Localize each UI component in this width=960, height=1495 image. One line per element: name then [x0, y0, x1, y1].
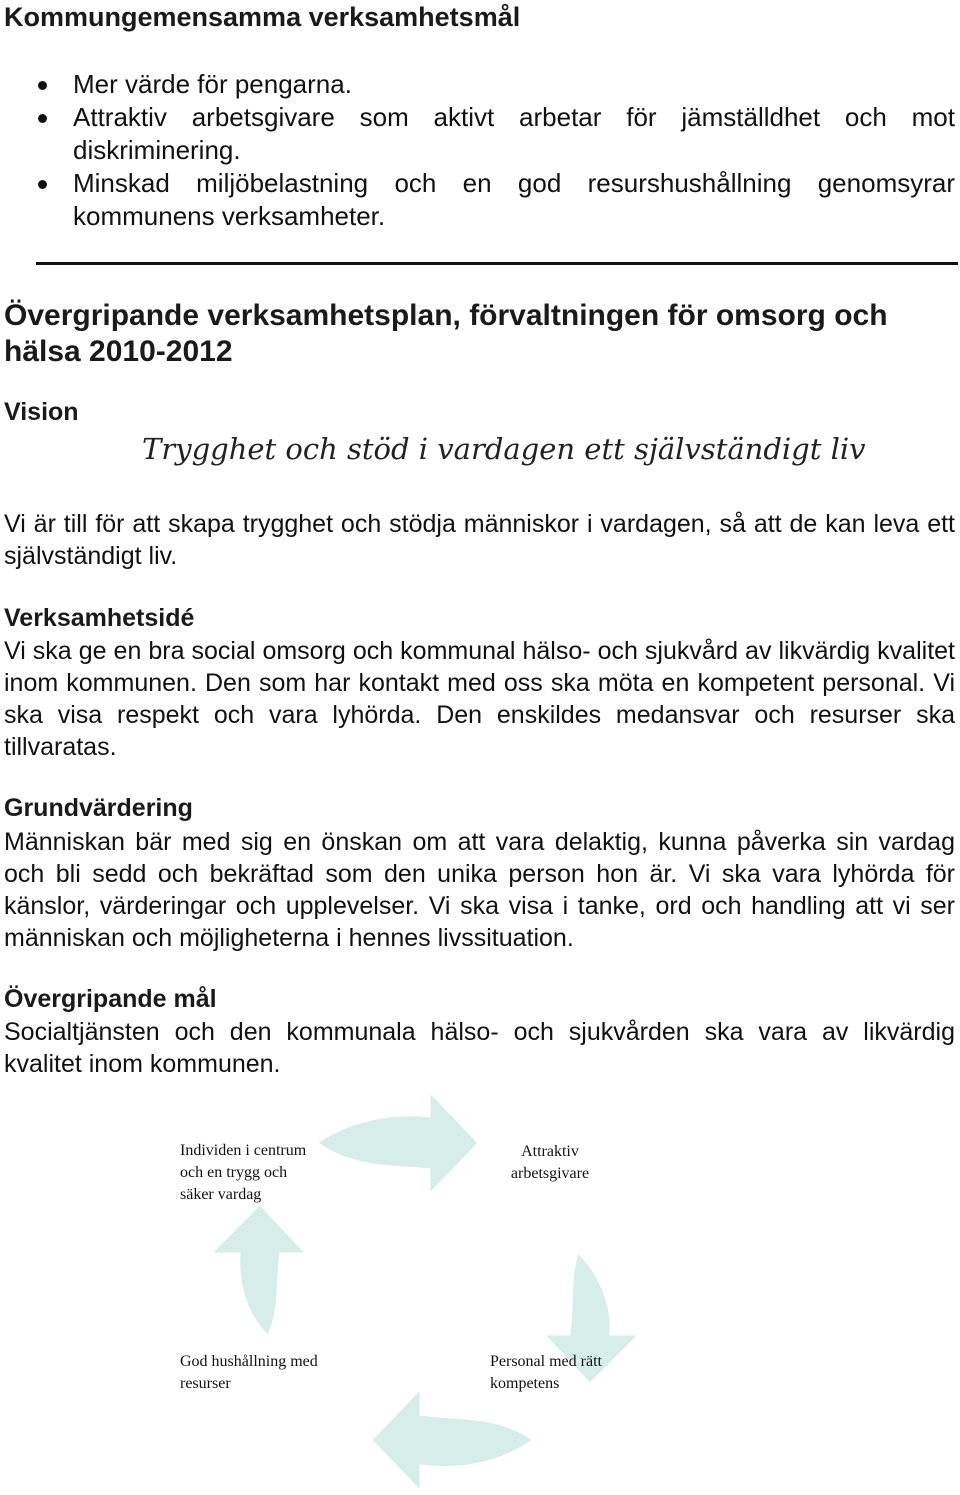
section2-title: Övergripande verksamhetsplan, förvaltningen för omsorg och hälsa 2010-2012 [4, 299, 888, 368]
bullet-text: Mer värde för pengarna. [73, 69, 352, 99]
vision-heading: Vision [4, 398, 79, 426]
idea-text: Vi ska ge en bra social omsorg och kommunal hälso- och sjukvård av likvärdig kvalitet inom kommunen. Den som har kontakt med oss ska möta en kompetent personal. Vi ska visa respekt och vara lyhörda. Den enskildes medansvar och resurser ska tillvaratas. [4, 637, 955, 761]
values-heading: Grundvärdering [4, 794, 193, 822]
goals-bullet-list [0, 68, 955, 233]
idea-heading: Verksamhetsidé [4, 604, 195, 632]
section1-title: Kommungemensamma verksamhetsmål [4, 2, 521, 32]
bullet-dot-icon [38, 81, 47, 90]
bullet-text: Attraktiv arbetsgivare som aktivt arbetar för jämställdhet och mot diskriminering. [73, 102, 955, 165]
bullet-item [0, 101, 955, 167]
values-text: Människan bär med sig en önskan om att vara delaktig, kunna påverka sin vardag och bli sedd och bekräftad som den unika person hon är. Vi ska vara lyhörda för känslor, värderingar och upplevelser. Vi ska visa i tanke, ord och handling att vi ser människan och möjligheterna i hennes livssituation. [4, 828, 955, 952]
vision-text: Vi är till för att skapa trygghet och stödja människor i vardagen, så att de kan leva ett självständigt liv. [4, 510, 955, 570]
diagram-label-top-left: Individen i centrum och en trygg och säker vardag [180, 1142, 307, 1203]
diagram-label-top-right: Attraktiv arbetsgivare [510, 1143, 590, 1182]
horizontal-divider [36, 262, 958, 265]
goal-text: Socialtjänsten och den kommunala hälso- och sjukvården ska vara av likvärdig kvalitet inom kommunen. [4, 1018, 955, 1078]
diagram-label-bottom-left: God hushållning med resurser [180, 1353, 318, 1392]
cycle-arrow-left [212, 1205, 305, 1335]
bullet-dot-icon [38, 180, 47, 189]
diagram-label-bottom-right: Personal med rätt kompetens [490, 1353, 602, 1392]
cycle-arrow-bottom [372, 1390, 532, 1490]
bullet-item [0, 167, 955, 233]
bullet-text: Minskad miljöbelastning och en god resurshushållning genomsyrar kommunens verksamheter. [73, 168, 955, 231]
cycle-arrows [0, 1085, 960, 1495]
cycle-diagram [0, 1085, 960, 1495]
goal-heading: Övergripande mål [4, 985, 217, 1013]
cycle-arrow-top [318, 1093, 478, 1193]
bullet-item [0, 68, 955, 101]
bullet-dot-icon [38, 114, 47, 123]
vision-slogan: Trygghet och stöd i vardagen ett självständigt liv [142, 432, 866, 466]
